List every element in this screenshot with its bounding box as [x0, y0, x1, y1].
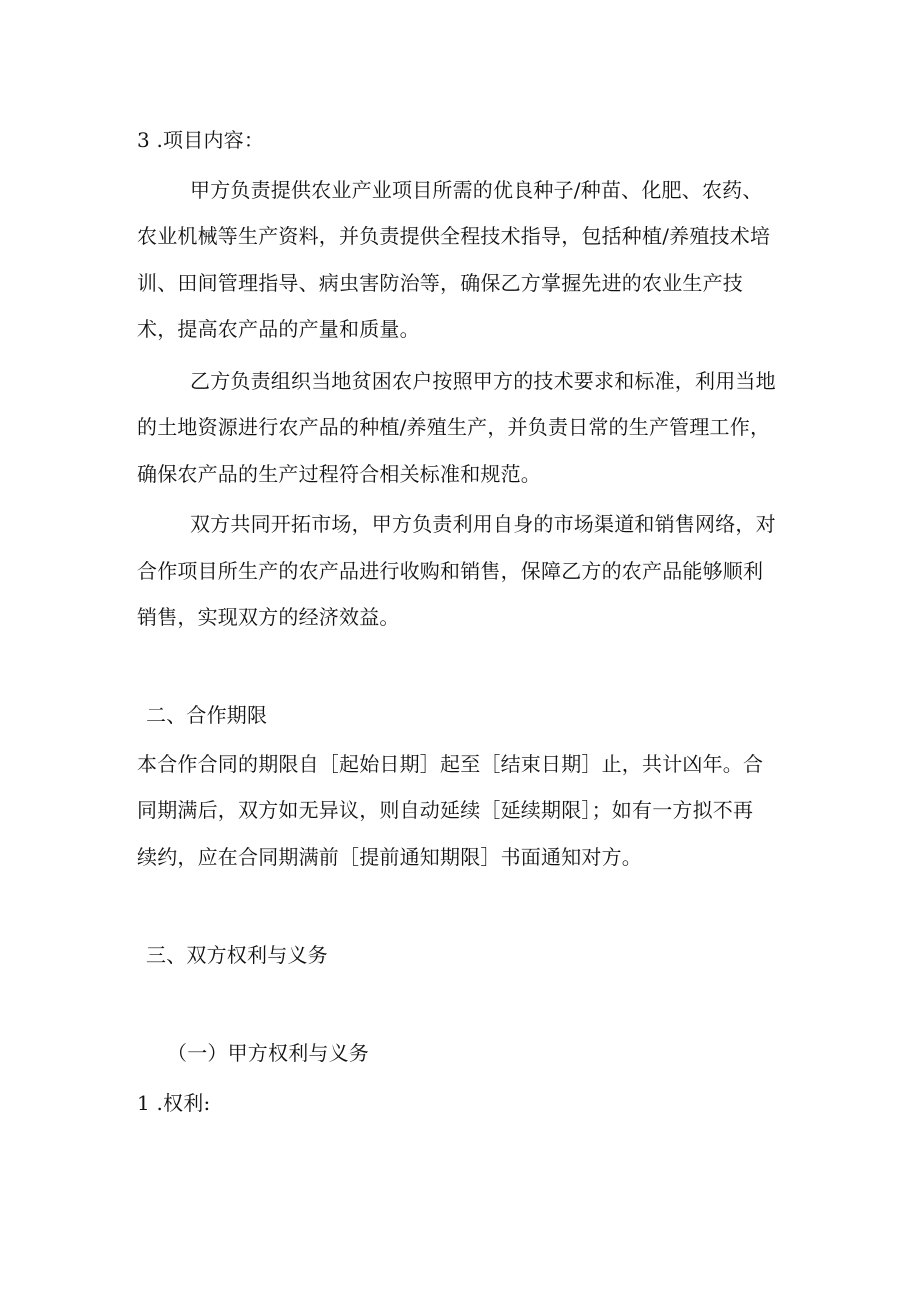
- paragraph-line: 同期满后，双方如无异议，则自动延续［延续期限］；如有一方拟不再: [137, 798, 754, 822]
- paragraph-line: 续约，应在合同期满前［提前通知期限］书面通知对方。: [137, 845, 642, 869]
- paragraph-line: 本合作合同的期限自［起始日期］起至［结束日期］止，共计凶年。合: [137, 752, 764, 776]
- list-item-heading: 1 .权利:: [137, 1091, 211, 1115]
- paragraph-line: 乙方负责组织当地贫困农户按照甲方的技术要求和标准，利用当地: [190, 369, 776, 393]
- paragraph-line: 甲方负责提供农业产业项目所需的优良种子/种苗、化肥、农药、: [190, 178, 763, 202]
- subsection-heading: （一）甲方权利与义务: [167, 1041, 369, 1065]
- paragraph-line: 训、田间管理指导、病虫害防治等，确保乙方掌握先进的农业生产技: [137, 271, 743, 295]
- paragraph-line: 的土地资源进行农产品的种植/养殖生产，并负责日常的生产管理工作，: [137, 415, 771, 439]
- paragraph-line: 确保农产品的生产过程符合相关标准和规范。: [137, 462, 541, 486]
- section-heading: 三、双方权利与义务: [146, 943, 328, 967]
- paragraph-line: 双方共同开拓市场，甲方负责利用自身的市场渠道和销售网络，对: [190, 512, 776, 536]
- paragraph-line: 农业机械等生产资料，并负责提供全程技术指导，包括种植/养殖技术培: [137, 224, 771, 248]
- paragraph-line: 术，提高农产品的产量和质量。: [137, 317, 420, 341]
- paragraph-line: 合作项目所生产的农产品进行收购和销售，保障乙方的农产品能够顺利: [137, 559, 764, 583]
- item3-heading: 3 .项目内容：: [137, 128, 265, 152]
- section-heading: 二、合作期限: [146, 703, 268, 727]
- paragraph-line: 销售，实现双方的经济效益。: [137, 605, 400, 629]
